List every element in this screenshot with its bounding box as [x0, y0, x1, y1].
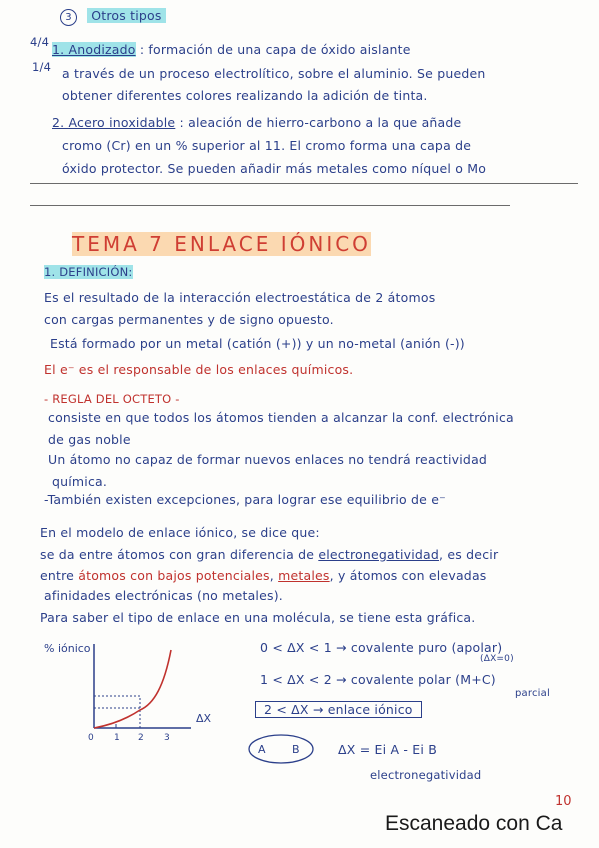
definicion-heading — [44, 265, 133, 279]
graph-tick-0: 0 — [88, 733, 94, 743]
divider-line — [30, 183, 578, 184]
modelo-bajos-potenciales: átomos con bajos potenciales — [78, 568, 270, 583]
rule-covalent-polar-sub: parcial — [515, 688, 550, 699]
octeto-line3: Un átomo no capaz de formar nuevos enlaces no tendrá reactividad — [48, 452, 488, 467]
modelo-line5: Para saber el tipo de enlace en una molécula, se tiene esta gráfica. — [40, 610, 476, 625]
modelo-line2 — [40, 547, 498, 562]
formula-expression: ΔX = Ei A - Ei B — [338, 742, 438, 757]
item2-line3: óxido protector. Se pueden añadir más metales como níquel o Mo — [62, 161, 487, 176]
item2-term: 2. Acero inoxidable — [52, 115, 176, 130]
rule-covalent-polar: 1 < ΔX < 2 → covalente polar (M+C) — [260, 672, 496, 687]
rule-covalent-pure: 0 < ΔX < 1 → covalente puro (apolar) — [260, 640, 503, 655]
section-header — [60, 8, 166, 26]
tema-title-text: TEMA 7 ENLACE IÓNICO — [72, 232, 371, 256]
atom-b-label: B — [292, 743, 300, 756]
divider-line — [30, 205, 510, 206]
rule-ionic-box: 2 < ΔX → enlace iónico — [255, 701, 422, 718]
modelo-line3-sep: , — [269, 568, 279, 583]
octeto-line4: química. — [52, 474, 108, 489]
modelo-line1: En el modelo de enlace iónico, se dice que: — [40, 525, 320, 540]
item1-line2: a través de un proceso electrolítico, sobre el aluminio. Se pueden — [62, 66, 486, 81]
scanner-footer: Escaneado con Ca — [385, 812, 563, 835]
item1-line1 — [52, 42, 411, 57]
item2-line2: cromo (Cr) en un % superior al 11. El cromo forma una capa de — [62, 138, 472, 153]
modelo-line2-a: se da entre átomos con gran diferencia de — [40, 547, 319, 562]
graph-tick-1: 1 — [114, 733, 120, 743]
rule-covalent-pure-sub: (ΔX=0) — [480, 654, 514, 664]
section-title: Otros tipos — [87, 8, 165, 23]
modelo-electronegatividad: electronegatividad — [318, 547, 440, 562]
item1-text-0: : formación de una capa de óxido aislante — [139, 42, 411, 57]
modelo-metales: metales — [278, 568, 330, 583]
modelo-line3 — [40, 568, 487, 583]
octeto-line5: -También existen excepciones, para lograr ese equilibrio de e⁻ — [44, 492, 446, 507]
graph-x-label: ΔX — [196, 712, 212, 725]
section-number: 3 — [60, 9, 77, 26]
modelo-line3-a: entre — [40, 568, 79, 583]
margin-note-b: 1/4 — [32, 60, 52, 74]
atoms-diagram — [246, 732, 316, 766]
tema-title — [72, 232, 371, 256]
item2-text-0: : aleación de hierro-carbono a la que añade — [179, 115, 462, 130]
definicion-line3: Está formado por un metal (catión (+)) y un no-metal (anión (-)) — [50, 336, 465, 351]
atom-a-label: A — [258, 743, 266, 756]
graph-tick-2: 2 — [138, 733, 144, 743]
page-number: 10 — [555, 794, 572, 809]
item1-term: 1. Anodizado — [52, 42, 136, 57]
definicion-line2: con cargas permanentes y de signo opuesto. — [44, 312, 334, 327]
graph-tick-3: 3 — [164, 733, 170, 743]
ionic-character-graph — [36, 636, 236, 746]
modelo-line2-b: , es decir — [439, 547, 499, 562]
formula-caption: electronegatividad — [370, 768, 482, 782]
margin-note-a: 4/4 — [30, 35, 50, 49]
definicion-heading-text: 1. DEFINICIÓN: — [44, 265, 133, 279]
item2-line1 — [52, 115, 461, 130]
octeto-line1: consiste en que todos los átomos tienden a alcanzar la conf. electrónica — [48, 410, 514, 425]
octeto-line2: de gas noble — [48, 432, 131, 447]
item1-line3: obtener diferentes colores realizando la adición de tinta. — [62, 88, 428, 103]
rule-ionic — [255, 702, 422, 717]
graph-curve — [94, 650, 171, 728]
definicion-red-line: El e⁻ es el responsable de los enlaces químicos. — [44, 362, 354, 377]
modelo-line3-b: , y átomos con elevadas — [329, 568, 487, 583]
octeto-heading: - REGLA DEL OCTETO - — [44, 392, 180, 406]
graph-y-label: % iónico — [44, 642, 91, 655]
modelo-line4: afinidades electrónicas (no metales). — [44, 588, 283, 603]
definicion-line1: Es el resultado de la interacción electroestática de 2 átomos — [44, 290, 436, 305]
